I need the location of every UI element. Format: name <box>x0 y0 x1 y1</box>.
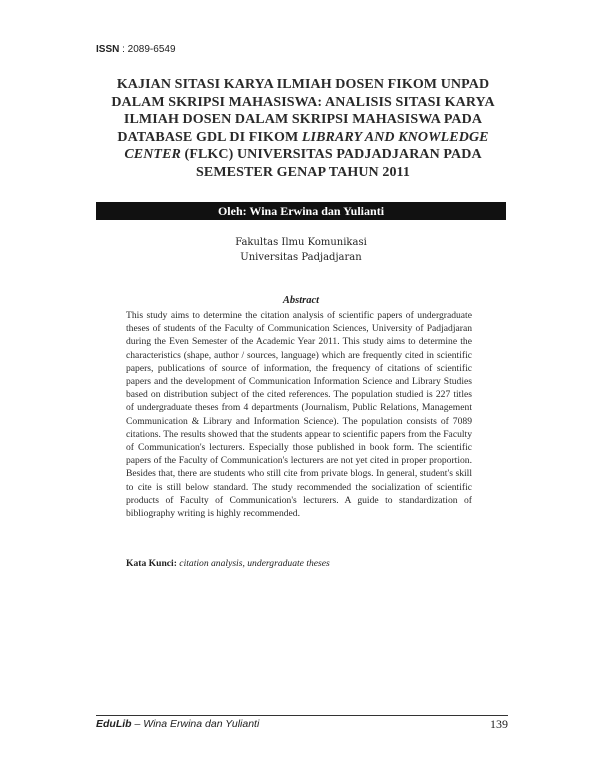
title-italic: LIBRARY AND KNOWLEDGE CENTER <box>124 129 489 162</box>
paper-title <box>96 76 510 181</box>
abstract-heading: Abstract <box>282 295 320 306</box>
affiliation <box>96 235 506 265</box>
footer-divider <box>96 715 508 716</box>
footer-citation <box>96 718 259 730</box>
author-bar: Oleh: Wina Erwina dan Yulianti <box>96 202 506 220</box>
keywords <box>126 558 476 569</box>
university: Universitas Padjadjaran <box>240 252 362 263</box>
title-part2: (FLKC) UNIVERSITAS PADJADJARAN PADA SEMESTER GENAP TAHUN 2011 <box>180 147 482 180</box>
issn-header <box>96 44 176 55</box>
footer-journal: EduLib <box>96 718 132 730</box>
issn-label: ISSN <box>96 44 120 55</box>
issn-value: : 2089-6549 <box>119 44 176 55</box>
footer-authors: – Wina Erwina dan Yulianti <box>131 718 260 730</box>
faculty: Fakultas Ilmu Komunikasi <box>235 237 367 248</box>
abstract-text: This study aims to determine the citation analysis of scientific papers of undergraduate theses of students of the Faculty of Communication Sciences, University of Padjadjaran during the Even Semester of the Academic Year 2011. This study aims to determine the characteristics (shape, author / sources, language) which are frequently cited in scientific papers, publications of source of information, the frequency of citations of scientific papers and the development of Communication Information Science and Library Studies based on distribution subject of the cited references. The population studied is 227 titles of undergraduate theses from 4 departments (Journalism, Public Relations, Management Communication & Library and Information Science). The population consists of 7089 citations. The results showed that the students appear to scientific papers from the Faculty of Communication's lecturers. Especially those published in book form. The scientific papers of the Faculty of Communication's lecturers are not yet cited in proper proportion. Besides that, there are students who still cite from private blogs. In general, student's skill to cite is still below standard. The study recommended the socialization of scientific products of Faculty of Communication's lecturers. A guide to standardization of bibliography writing is highly recommended. <box>126 310 472 520</box>
title-part1: KAJIAN SITASI KARYA ILMIAH DOSEN FIKOM UNPAD DALAM SKRIPSI MAHASISWA: ANALISIS SITASI KARYA ILMIAH DOSEN DALAM SKRIPSI MAHASISWA PADA DATABASE GDL DI FIKOM <box>111 77 495 145</box>
page-number: 139 <box>490 717 508 731</box>
keywords-label: Kata Kunci: <box>126 558 177 569</box>
keywords-value: citation analysis, undergraduate theses <box>176 558 330 569</box>
